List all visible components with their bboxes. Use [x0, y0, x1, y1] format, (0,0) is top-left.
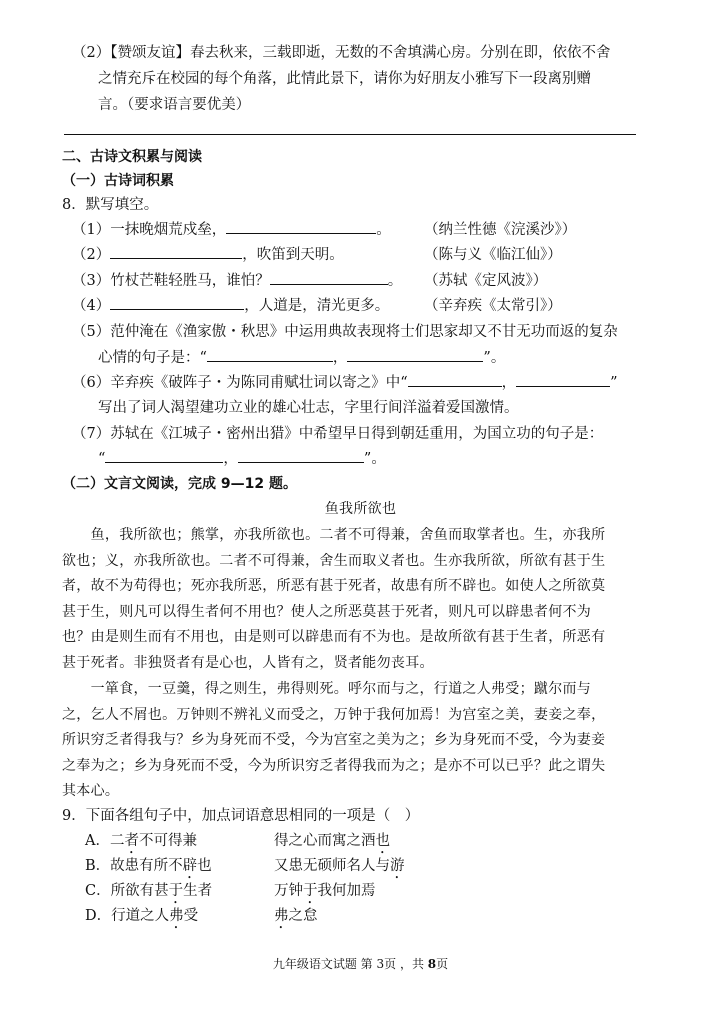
q7-blank-2[interactable]	[238, 448, 364, 463]
answer-rule	[64, 134, 636, 135]
q2-line-3: 言。（要求语言要优美）	[98, 97, 251, 113]
q9-option-c-left[interactable]	[85, 880, 212, 907]
opt-text: 生者	[183, 883, 213, 899]
passage-line: 之奉为之；乡为身死而不受，今为所识穷乏者得我而为之；是亦不可以已乎？此之谓失	[62, 757, 606, 774]
q9-option-c-right	[274, 880, 376, 907]
q5-line-2-post: ”。	[483, 350, 506, 366]
q5-line-2	[98, 347, 505, 369]
fill-item-3-text: （3）竹杖芒鞋轻胜马，谁怕？	[72, 273, 270, 289]
passage-line: 鱼，我所欲也；熊掌，亦我所欲也。二者不可得兼，舍鱼而取掌者也。生，亦我所	[62, 527, 606, 543]
opt-text: 万钟	[274, 883, 303, 899]
q5-line-2-mid: ，	[332, 350, 348, 366]
fill-item-1-source: （纳兰性德《浣溪沙》）	[424, 222, 577, 238]
q6-blank-1[interactable]	[408, 372, 502, 387]
fill-item-3-blank[interactable]	[270, 270, 388, 285]
opt-text: D．行道之人	[85, 908, 170, 924]
q9-option-a-right	[274, 830, 390, 857]
q9-stem: 9．下面各组句子中，加点词语意思相同的一项是（ ）	[62, 808, 420, 824]
fill-item-1-text: （1）一抹晚烟荒戍垒，	[72, 222, 227, 238]
q7-line-1: （7）苏轼在《江城子・密州出猎》中希望早日得到朝廷重用，为国立功的句子是：	[72, 426, 604, 442]
passage-line: 欲也；义，亦我所欲也。二者不可得兼，舍生而取义者也。生亦我所欲，所欲有甚于生	[62, 552, 606, 569]
dotted-word: 游	[390, 858, 405, 874]
fill-item-3	[72, 270, 402, 292]
dotted-word: 辟	[182, 858, 198, 874]
fill-item-2-source: （陈与义《临江仙》）	[424, 247, 562, 263]
q6-line-1-mid: ，	[501, 375, 517, 391]
opt-text: A．二	[85, 833, 125, 849]
q9-option-b-right	[274, 855, 405, 882]
opt-text: 也	[197, 858, 212, 874]
dotted-word: 于	[168, 883, 184, 899]
q6-line-1	[72, 372, 618, 394]
fill-item-1-blank[interactable]	[226, 219, 376, 234]
section-title: 二、古诗文积累与阅读	[62, 149, 202, 165]
q5-line-2-pre: 心情的句子是：“	[98, 350, 207, 366]
opt-text: 又患无硕师名人与	[274, 858, 390, 874]
dotted-word: 弗	[274, 908, 289, 924]
fill-item-2-blank[interactable]	[110, 244, 242, 259]
opt-text: C．所欲有甚	[85, 883, 169, 899]
footer-suffix: 页	[436, 957, 449, 971]
q7-line-2-post: ”。	[363, 451, 386, 467]
passage-title: 鱼我所欲也	[324, 501, 397, 517]
passage-line: 者，故不为苟得也；死亦我所恶，所恶有甚于死者，故患有所不辟也。如使人之所欲莫	[62, 578, 606, 595]
fill-item-3-source: （苏轼《定风波》）	[424, 273, 548, 289]
passage-line: 也？由是则生而有不用也，由是则可以辟患而有不为也。是故所欲有甚于生者，所恶有	[62, 629, 606, 646]
q6-line-1-pre: （6）辛弃疾《破阵子・为陈同甫赋壮词以寄之》中“	[72, 375, 408, 391]
opt-text: 之怠	[288, 908, 318, 924]
page-footer	[0, 955, 721, 973]
opt-text: 得之心而寓之酒	[274, 833, 376, 849]
dotted-word: 也	[375, 833, 390, 849]
q7-line-2-mid: ，	[223, 451, 238, 467]
q9-option-d-right	[274, 905, 318, 932]
q5-blank-2[interactable]	[347, 347, 483, 362]
dotted-word: 弗	[169, 908, 184, 924]
q7-blank-1[interactable]	[105, 448, 223, 463]
passage-line: 其本心。	[62, 783, 120, 800]
subsection-1-title: （一）古诗词积累	[62, 173, 174, 189]
q2-line-2: 之情充斥在校园的每个角落，此情此景下，请你为好朋友小雅写下一段离别赠	[98, 71, 591, 87]
passage-line: 一箪食，一豆羹，得之则生，弗得则死。呼尔而与之，行道之人弗受；蹴尔而与	[62, 681, 592, 697]
q6-blank-2[interactable]	[516, 372, 610, 387]
dotted-word: 于	[303, 883, 318, 899]
q5-line-1: （5）范仲淹在《渔家傲・秋思》中运用典故表现将士们思家却又不甘无功而返的复杂	[72, 324, 618, 340]
passage-line: 之，乞人不屑也。万钟则不辨礼义而受之，万钟于我何加焉！为宫室之美，妻妾之奉，	[62, 706, 606, 723]
fill-item-2-end: ，吹笛到天明。	[242, 247, 344, 263]
fill-item-4-source: （辛弃疾《太常引》）	[424, 298, 562, 314]
footer-text: 九年级语文试题 第 3页 ，共	[272, 957, 428, 971]
subsection-2-title: （二）文言文阅读，完成 9—12 题。	[62, 476, 297, 492]
fill-item-3-end: 。	[387, 273, 403, 289]
passage-line: 甚于死者。非独贤者有是心也，人皆有之，贤者能勿丧耳。	[62, 654, 434, 671]
fill-item-4	[72, 295, 389, 317]
fill-item-1-end: 。	[376, 222, 391, 238]
passage-line: 甚于生，则凡可以得生者何不用也？使人之所恶莫甚于死者，则凡可以辟患者何不为	[62, 603, 592, 620]
q9-option-a-left[interactable]	[85, 830, 197, 857]
fill-item-4-text: （4）	[72, 298, 111, 314]
q9-option-d-left[interactable]	[85, 905, 198, 932]
fill-item-4-end: ，人道是，清光更多。	[244, 298, 390, 314]
q6-line-1-post: ”	[610, 375, 618, 391]
passage-line: 所识穷乏者得我与？乡为身死而不受，今为宫室之美为之；乡为身死而不受，今为妻妾	[62, 732, 606, 749]
opt-text: 我何加焉	[317, 883, 376, 899]
fill-item-1	[72, 219, 391, 241]
opt-text: B．故患有所不	[85, 858, 183, 874]
q9-option-b-left[interactable]	[85, 855, 212, 882]
q6-line-2: 写出了词人渴望建功立业的雄心壮志，字里行间洋溢着爱国激情。	[98, 400, 519, 416]
opt-text: 不可得兼	[138, 833, 197, 849]
opt-text: 受	[183, 908, 199, 924]
fill-item-2-text: （2）	[72, 247, 111, 263]
footer-total-pages: 8	[427, 957, 437, 971]
fill-item-2	[72, 244, 344, 266]
dotted-word: 者	[124, 833, 139, 849]
q2-line-1: （2）【赞颂友谊】春去秋来，三载即逝，无数的不舍填满心房。分别在即，依依不舍	[72, 45, 611, 61]
passage-paragraph-2	[62, 677, 605, 805]
q8-stem: 8．默写填空。	[62, 197, 159, 213]
fill-item-4-blank[interactable]	[110, 295, 244, 310]
q5-blank-1[interactable]	[207, 347, 333, 362]
passage-paragraph-1	[62, 523, 605, 677]
q7-line-2-pre: “	[98, 451, 106, 467]
q7-line-2	[98, 448, 386, 470]
